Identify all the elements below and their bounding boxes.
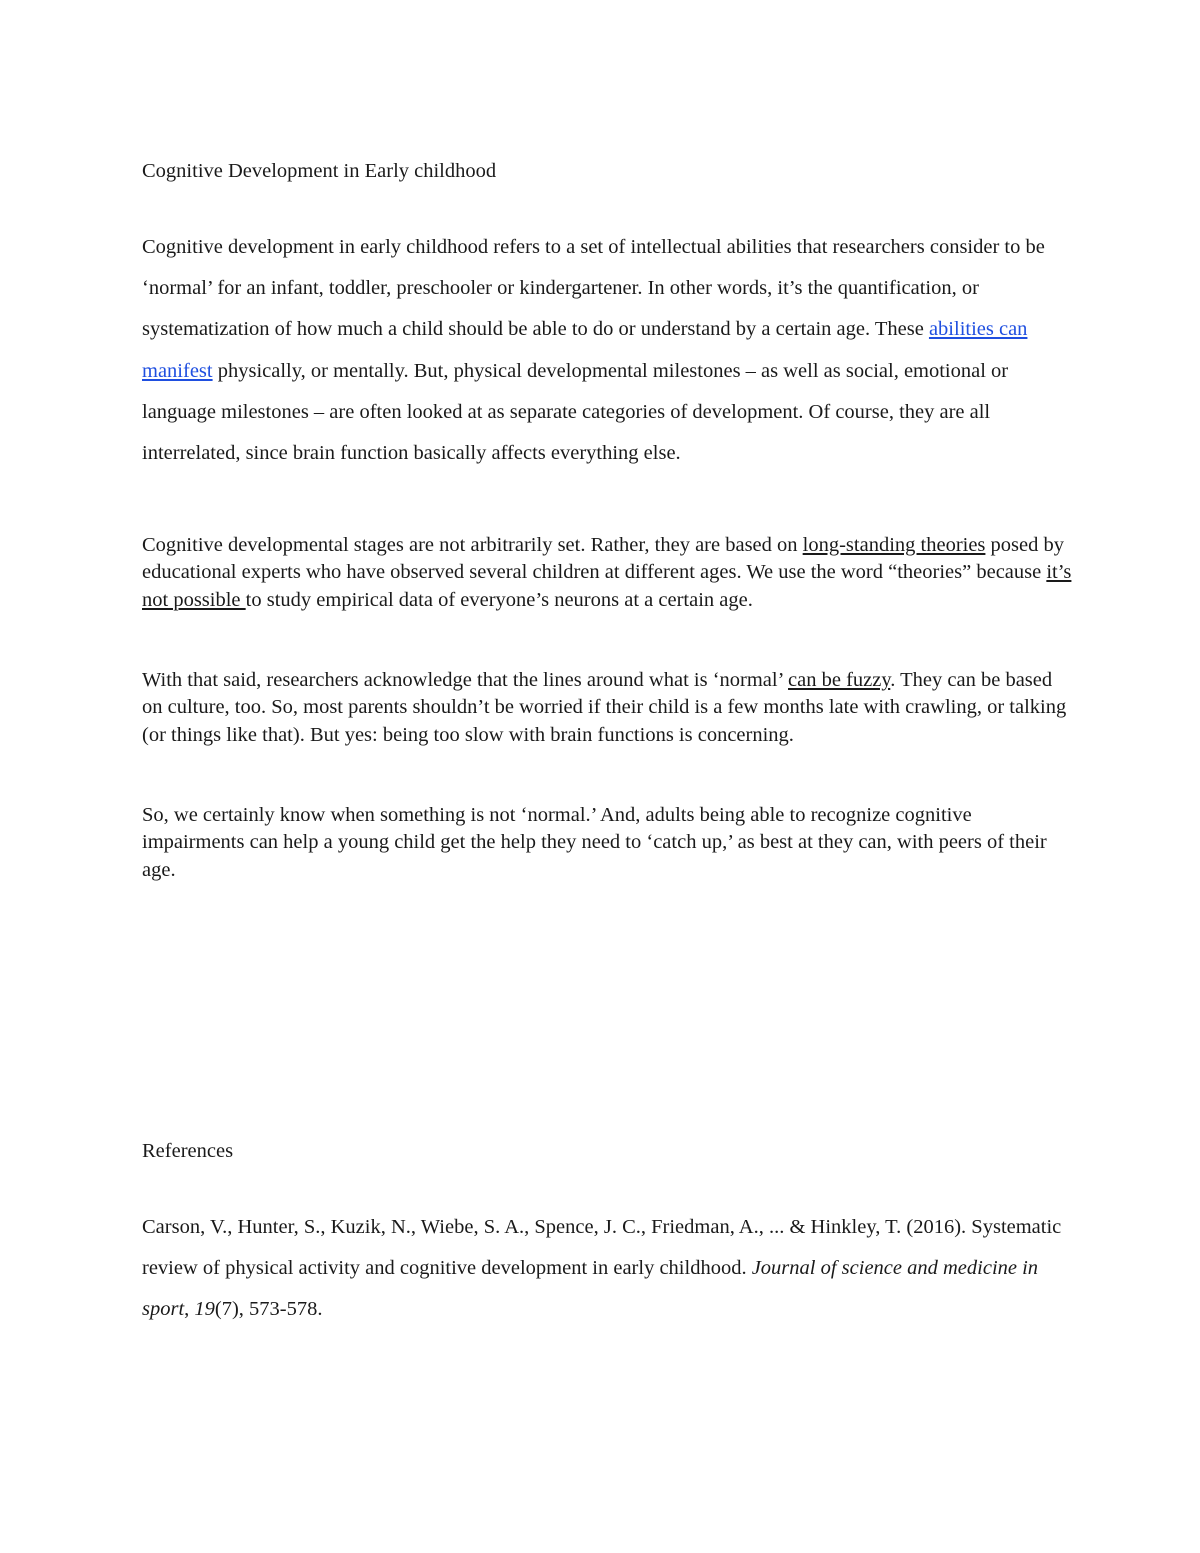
theories-underlined-text: long-standing theories [802,534,986,556]
abilities-link[interactable]: abilities can manifest [142,318,1028,382]
reference-journal: Journal of science and medicine in sport [142,1257,1039,1320]
paragraph-2-text-a: Cognitive developmental stages are not arbitrarily set. Rather, they are based on [142,534,803,556]
reference-authors: Carson, V., Hunter, S., Kuzik, N., Wiebe, S. A., Spence, J. C., Friedman, A., ... & Hinkley, T. (2016). Systematic review of physical activity and cognitive development in early childhood. [142,1216,1062,1279]
reference-issue-pages: (7), 573-578. [214,1298,323,1320]
references-heading: References [142,1140,234,1162]
paragraph-2 [142,532,1072,614]
paragraph-1-text-b: physically, or mentally. But, physical developmental milestones – as well as social, emotional or language milestones – are often looked at as separate categories of development. Of course, they are all interrelated, since brain function basically affects everything else. [142,359,1009,465]
paragraph-2-text-b: posed by educational experts who have observed several children at different ages. We use the word “theories” because [142,534,1064,584]
paragraph-3-text-b: . They can be based on culture, too. So, most parents shouldn’t be worried if their child is a few months late with crawling, or talking (or things like that). But yes: being too slow with brain functions is concerning. [142,669,1067,746]
paragraph-4: So, we certainly know when something is not ‘normal.’ And, adults being able to recognize cognitive impairments can help a young child get the help they need to ‘catch up,’ as best at they can, with peers of their age. [142,804,1047,881]
paragraph-1 [142,227,1072,474]
reference-volume: 19 [194,1298,215,1320]
paragraph-3 [142,667,1072,749]
reference-entry [142,1207,1072,1330]
paragraph-1-text-a: Cognitive development in early childhood refers to a set of intellectual abilities that researchers consider to be ‘normal’ for an infant, toddler, preschooler or kindergartener. In other words, it’s the quantification, or systematization of how much a child should be able to do or understand by a certain age. These [142,236,1045,341]
paragraph-3-text-a: With that said, researchers acknowledge that the lines around what is ‘normal’ [142,669,789,691]
page-title: Cognitive Development in Early childhood [142,160,497,182]
paragraph-2-text-c: to study empirical data of everyone’s neurons at a certain age. [245,588,753,611]
reference-separator: , [184,1298,195,1320]
fuzzy-underlined-text: can be fuzzy [788,669,891,691]
not-possible-underlined-text: it’s not possible [142,561,1072,611]
